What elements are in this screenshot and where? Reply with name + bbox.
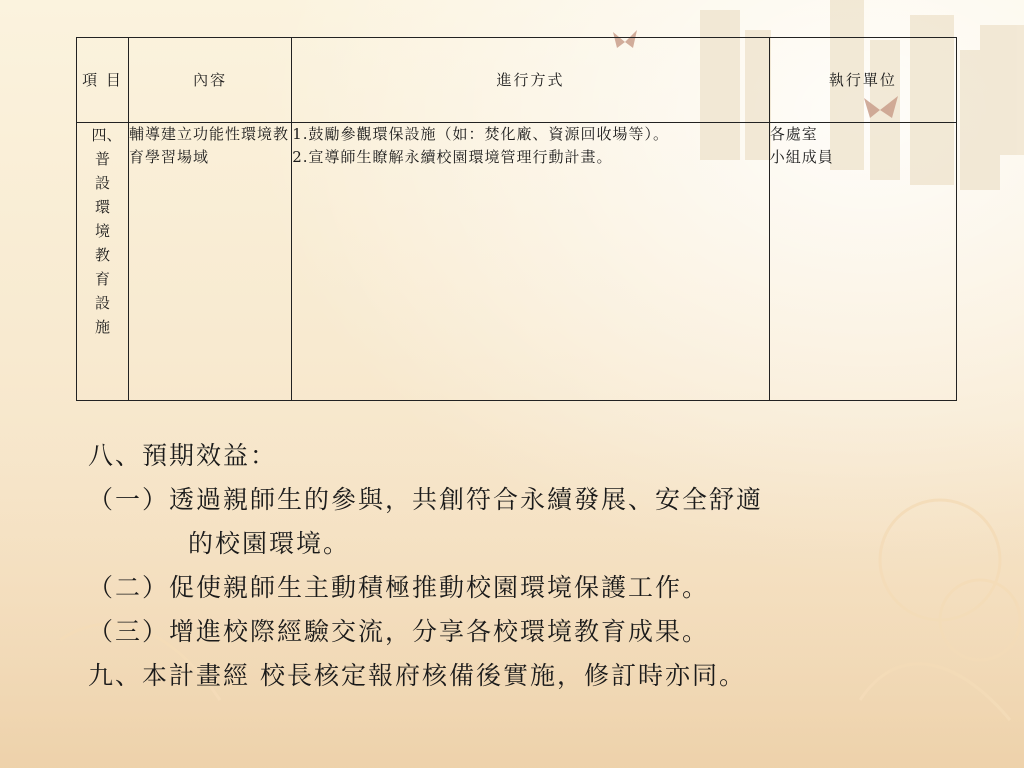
- benefit-label-2: （二）: [88, 573, 170, 602]
- method-line-2: 2.宣導師生瞭解永續校園環境管理行動計畫。: [292, 148, 613, 166]
- header-content: 內容: [129, 38, 292, 123]
- header-unit: 執行單位: [769, 38, 956, 123]
- plan-table: [76, 37, 957, 401]
- benefit-label-3: （三）: [88, 617, 170, 646]
- cell-method: [292, 123, 770, 401]
- benefit-item-1: [88, 478, 968, 522]
- section9-text: 九、本計畫經 校長核定報府核備後實施，修訂時亦同。: [88, 661, 746, 690]
- unit-line-1: 各處室: [769, 125, 818, 143]
- benefit-text-3: 增進校際經驗交流，分享各校環境教育成果。: [169, 617, 710, 646]
- benefit-label-1: （一）: [88, 485, 170, 514]
- item-text: 四、普設環境教育設施: [91, 126, 122, 336]
- expected-benefits-section: [88, 434, 968, 698]
- benefit-item-3: [88, 610, 968, 654]
- table-header-row: [77, 38, 957, 123]
- benefit-item-2: [88, 566, 968, 610]
- cell-unit: [769, 123, 956, 401]
- section8-heading: 八、預期效益：: [88, 441, 278, 470]
- benefit-text-1-cont: 的校園環境。: [188, 529, 351, 558]
- cell-item: [77, 123, 129, 401]
- benefit-text-2: 促使親師生主動積極推動校園環境保護工作。: [169, 573, 710, 602]
- method-line-1: 1.鼓勵參觀環保設施（如：焚化廠、資源回收場等）。: [292, 125, 670, 143]
- cell-content: 輔導建立功能性環境教育學習場域: [129, 123, 292, 401]
- header-method: 進行方式: [292, 38, 770, 123]
- table-row: [77, 123, 957, 401]
- header-item: 項 目: [77, 38, 129, 123]
- benefit-text-1: 透過親師生的參與，共創符合永續發展、安全舒適: [169, 485, 764, 514]
- unit-line-2: 小組成員: [769, 148, 834, 166]
